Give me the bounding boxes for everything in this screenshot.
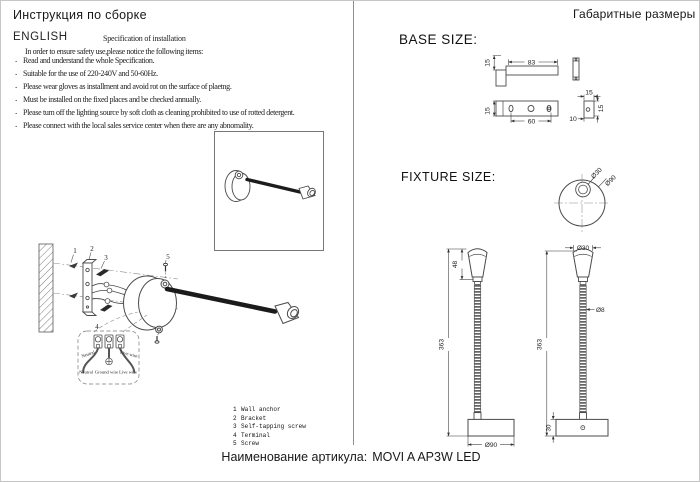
dim-base-dia: Ø90 — [484, 442, 498, 449]
bullet-marker: . — [15, 119, 17, 129]
wire-label-neutral-bottom: Neutral — [79, 369, 93, 375]
part-name: Wall anchor — [241, 406, 281, 413]
parts-list-item — [233, 406, 306, 415]
dim-end-depth: 10 — [569, 116, 577, 124]
wall-anchors — [69, 263, 78, 299]
fixture-top-view — [554, 166, 618, 232]
wire-label-live-bottom: Live wire — [119, 369, 137, 375]
exploded-assembly-diagram — [26, 236, 321, 401]
wire-label-live-top: Live wire — [119, 349, 139, 359]
wire-label-ground-bottom: Ground wire — [94, 369, 119, 375]
part-name: Terminal — [241, 431, 270, 439]
safety-item — [11, 54, 346, 67]
screw-top — [164, 263, 168, 279]
base-size-label: BASE SIZE: — [399, 32, 478, 47]
callout-1: 1 — [73, 247, 77, 255]
language-label: ENGLISH — [13, 31, 68, 43]
column-divider — [353, 1, 354, 445]
parts-list — [233, 406, 306, 449]
page-title: Инструкция по сборке — [13, 8, 147, 22]
callout-3: 3 — [104, 254, 108, 262]
lamp-head — [275, 303, 301, 324]
parts-list-item — [233, 415, 306, 424]
base-size-drawing — [481, 51, 611, 136]
part-name: Bracket — [241, 414, 267, 422]
lamp-base — [124, 276, 177, 333]
bullet-marker: . — [15, 67, 17, 77]
dim-arm-dia: Ø8 — [596, 306, 605, 314]
part-number: 1 — [233, 406, 237, 413]
screw-bottom — [155, 334, 159, 344]
dim-plate-height: 15 — [484, 107, 492, 115]
callout-4: 4 — [95, 323, 99, 331]
dim-base-height: 30 — [545, 424, 553, 432]
safety-item — [11, 80, 346, 93]
terminal-blocks — [94, 335, 124, 348]
bracket-side-view — [496, 66, 558, 86]
bullet-marker: . — [15, 106, 17, 116]
safety-item-text: Read and understand the whole Specification. — [23, 56, 155, 65]
dimensions-title: Габаритные размеры — [573, 7, 696, 21]
article-footer — [1, 450, 700, 464]
fixture-size-drawing — [431, 161, 691, 451]
dim-head-height: 48 — [452, 260, 459, 269]
bullet-marker: . — [15, 93, 17, 103]
callout-5: 5 — [166, 253, 170, 261]
parts-list-item — [233, 440, 306, 449]
base-plate-top-view — [496, 101, 558, 116]
fixture-size-label: FIXTURE SIZE: — [401, 170, 496, 184]
dim-hole-spacing: 60 — [527, 118, 536, 126]
safety-item-text: Please tum off the lighting source by soft cloth as cleaning prohibited to use of rotted detergent. — [23, 108, 295, 117]
dim-top-head-dia: Ø30 — [590, 166, 604, 181]
bullet-marker: . — [15, 54, 17, 64]
part-name: Screw — [241, 440, 260, 448]
end-bracket-view — [584, 101, 594, 118]
ground-symbol — [106, 358, 113, 365]
safety-item — [11, 106, 346, 119]
wire-label-neutral-top: Neutral — [80, 349, 96, 359]
article-label: Наименование артикула: — [221, 450, 368, 464]
parts-list-item — [233, 423, 306, 432]
dim-total-height-right: 363 — [536, 338, 544, 351]
flex-arm — [167, 289, 275, 312]
dim-total-height-left: 363 — [438, 338, 446, 351]
part-name: Self-tapping screw — [241, 423, 306, 431]
dim-head-dia: Ø30 — [576, 245, 590, 253]
part-number: 2 — [233, 414, 237, 422]
part-number: 5 — [233, 440, 237, 448]
assembled-lamp-inset — [214, 131, 324, 251]
parts-list-item — [233, 432, 306, 441]
bullet-marker: . — [15, 80, 17, 90]
spec-title: Specification of installation — [103, 34, 186, 43]
part-number: 3 — [233, 423, 237, 431]
safety-item — [11, 93, 346, 106]
callout-2: 2 — [90, 245, 94, 253]
fixture-right-dims — [545, 245, 601, 443]
mounting-bracket — [83, 260, 96, 316]
part-number: 4 — [233, 431, 237, 439]
bracket-end-view — [573, 58, 579, 80]
safety-list — [11, 54, 346, 132]
safety-item-text: Please wear gloves as installment and avoid rot on the surface of plaetng. — [23, 82, 232, 91]
dim-end-width: 15 — [585, 89, 593, 97]
fixture-front-view-right — [556, 249, 608, 436]
wall-hatch — [39, 244, 53, 332]
dim-end-height: 15 — [597, 104, 605, 113]
fixture-front-view-left — [468, 249, 514, 436]
safety-item — [11, 67, 346, 80]
dim-flange-height: 15 — [484, 59, 492, 67]
safety-item-text: Please connect with the local sales service center when there are any abnomality. — [23, 121, 254, 130]
dim-bracket-length: 83 — [527, 59, 536, 67]
safety-item-text: Suitable for the use of 220-240V and 50-60Hz. — [23, 69, 158, 78]
intro-line: In order to ensure safety use,please notice the following items: — [25, 47, 203, 56]
dim-top-base-dia: Ø90 — [604, 174, 618, 188]
safety-item-text: Must be installed on the fixed places and be checked annually. — [23, 95, 201, 104]
article-value: MOVI A AP3W LED — [372, 450, 481, 464]
terminal-detail-bubble — [78, 331, 139, 384]
